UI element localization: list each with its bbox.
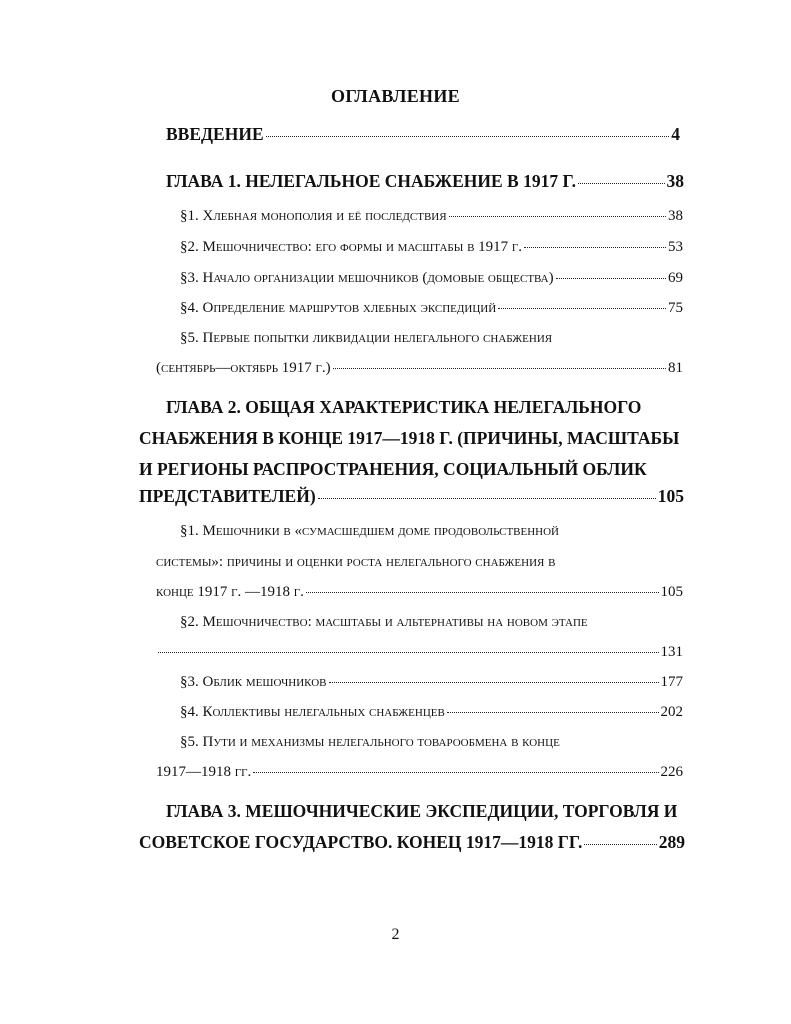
toc-entry-text: (сентябрь—октябрь 1917 г.) (156, 360, 331, 376)
toc-entry-2-3 (180, 674, 683, 691)
toc-entry-text: ГЛАВА 1. НЕЛЕГАЛЬНОЕ СНАБЖЕНИЕ В 1917 Г. (166, 171, 576, 191)
toc-entry-1-4 (180, 300, 683, 317)
toc-page-number: 202 (660, 704, 683, 720)
page-number: 2 (391, 926, 400, 943)
toc-entry-1-5-line-2 (156, 360, 683, 377)
toc-entry-text: §5. Первые попытки ликвидации нелегального снабжения (180, 330, 553, 346)
toc-entry-text: ВВЕДЕНИЕ (166, 124, 264, 144)
dot-leader (253, 772, 658, 773)
toc-page-number: 81 (668, 360, 683, 376)
toc-entry-text: §5. Пути и механизмы нелегального товарообмена в конце (180, 734, 560, 750)
toc-page-number: 177 (660, 674, 683, 690)
toc-page-number: 105 (657, 486, 684, 506)
toc-entry-1-5-line-1 (180, 330, 683, 347)
toc-entry-text: §2. Мешочничество: масштабы и альтернативы на новом этапе (180, 614, 588, 630)
toc-entry-2-1-line-2 (156, 554, 685, 571)
toc-entry-1-3 (180, 270, 683, 287)
dot-leader (329, 682, 659, 683)
dot-leader (556, 278, 666, 279)
dot-leader (447, 712, 659, 713)
toc-page-number: 69 (668, 270, 683, 286)
toc-entry-2-5-line-1 (180, 734, 683, 751)
toc-page-number: 53 (668, 239, 683, 255)
toc-entry-2-2-line-1 (180, 614, 690, 631)
toc-entry-text: §2. Мешочничество: его формы и масштабы в 1917 г. (180, 239, 523, 255)
toc-entry-text: ПРЕДСТАВИТЕЛЕЙ) (139, 486, 316, 506)
toc-entry-text: §1. Хлебная монополия и её последствия (180, 208, 447, 224)
toc-page-number: 131 (660, 644, 683, 660)
toc-entry-2-1-line-1 (180, 523, 685, 540)
toc-entry-text: §1. Мешочники в «сумасшедшем доме продовольственной (180, 523, 559, 539)
dot-leader (318, 498, 656, 499)
toc-entry-text: конце 1917 г. —1918 г. (156, 584, 304, 600)
toc-entry-text: И РЕГИОНЫ РАСПРОСТРАНЕНИЯ, СОЦИАЛЬНЫЙ ОБЛИК (139, 459, 647, 479)
toc-entry-2-1-line-3 (156, 584, 683, 601)
toc-entry-chapter-2-line-3 (139, 459, 689, 480)
toc-entry-text: ГЛАВА 2. ОБЩАЯ ХАРАКТЕРИСТИКА НЕЛЕГАЛЬНОГО (166, 397, 642, 417)
toc-page-number: 289 (658, 832, 685, 852)
toc-entry-intro (166, 124, 680, 145)
toc-title: ОГЛАВЛЕНИЕ (331, 86, 460, 106)
toc-page-number: 105 (660, 584, 683, 600)
toc-entry-text: ГЛАВА 3. МЕШОЧНИЧЕСКИЕ ЭКСПЕДИЦИИ, ТОРГОВЛЯ И (166, 801, 678, 821)
toc-entry-text: системы»: причины и оценки роста нелегального снабжения в (156, 554, 556, 570)
dot-leader (266, 136, 670, 137)
dot-leader (524, 247, 666, 248)
toc-page-number: 38 (668, 208, 683, 224)
dot-leader (498, 308, 666, 309)
toc-page-number: 38 (666, 171, 684, 191)
toc-page-number: 75 (668, 300, 683, 316)
toc-entry-chapter-2-line-1 (166, 397, 686, 418)
toc-entry-chapter-2-line-2 (139, 428, 689, 449)
dot-leader (578, 183, 665, 184)
dot-leader (449, 216, 666, 217)
dot-leader (306, 592, 659, 593)
toc-entry-chapter-2-line-4 (139, 486, 684, 507)
toc-entry-text: СОВЕТСКОЕ ГОСУДАРСТВО. КОНЕЦ 1917—1918 ГГ. (139, 832, 583, 852)
dot-leader (333, 368, 666, 369)
toc-entry-text: СНАБЖЕНИЯ В КОНЦЕ 1917—1918 Г. (ПРИЧИНЫ, МАСШТАБЫ (139, 428, 680, 448)
toc-entry-1-1 (180, 208, 683, 225)
toc-entry-text: §3. Облик мешочников (180, 674, 327, 690)
toc-entry-1-2 (180, 239, 683, 256)
toc-entry-text: §4. Определение маршрутов хлебных экспедиций (180, 300, 497, 316)
toc-entry-text: §3. Начало организации мешочников (домовые общества) (180, 270, 554, 286)
toc-entry-text: 1917—1918 гг. (156, 764, 252, 780)
toc-entry-2-5-line-2 (156, 764, 683, 781)
toc-entry-2-2-line-2 (156, 644, 683, 661)
toc-entry-2-4 (180, 704, 683, 721)
toc-page-number: 226 (660, 764, 683, 780)
toc-page-number: 4 (671, 124, 680, 144)
dot-leader (584, 844, 656, 845)
dot-leader (158, 652, 659, 653)
toc-entry-chapter-1 (166, 171, 684, 192)
toc-entry-chapter-3-line-2 (139, 832, 685, 853)
toc-entry-chapter-3-line-1 (166, 801, 691, 822)
toc-entry-text: §4. Коллективы нелегальных снабженцев (180, 704, 445, 720)
